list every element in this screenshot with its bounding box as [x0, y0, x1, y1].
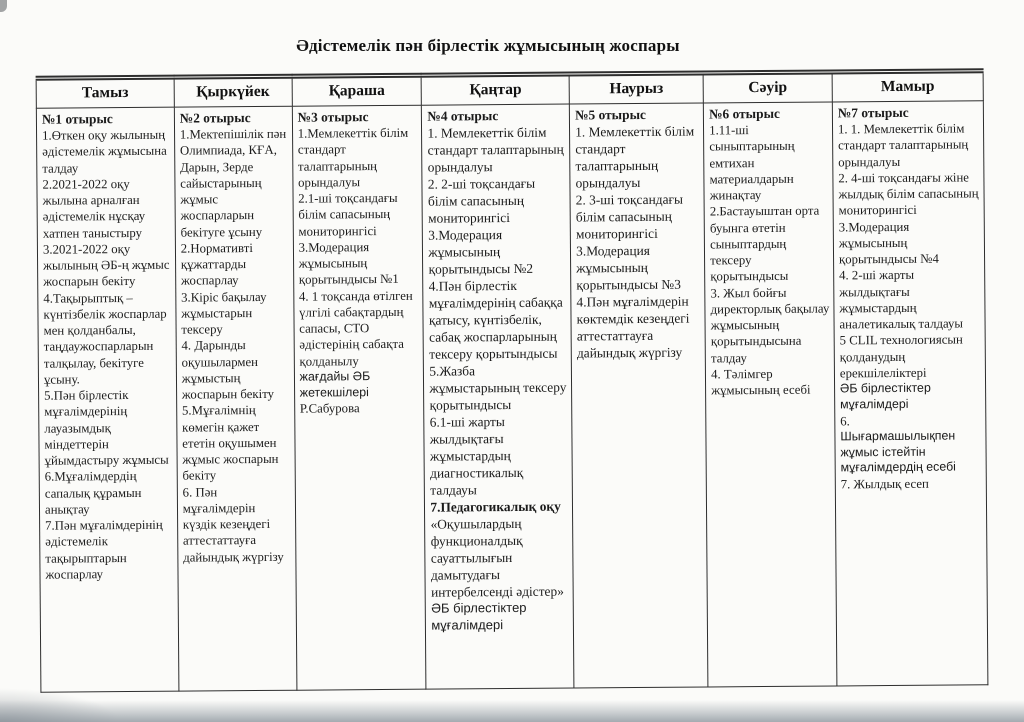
- page-title: Әдістемелік пән бірлестік жұмысының жоспары: [296, 36, 680, 55]
- cell-text: 7. Жылдық есеп: [840, 476, 929, 492]
- cell-text: ӘБ бірлестіктер мұғалімдері: [431, 600, 527, 633]
- session-title: №4 отырыс: [427, 108, 499, 124]
- cell-text: Шығармашылықпен жұмыс істейтін мұғалімдердің есебі: [840, 428, 956, 475]
- cell-text: 1.Өткен оқу жылының әдістемелік жұмысына талдау 2.2021-2022 оқу жылына арналған әдістемелік нұсқау хатпен таныстыру 3.2021-2022 оқу жылының ӘБ-ң жұмыс жоспарын бекіту 4.Тақырыптық – күнтізбелік жоспарлар мен қолданбалы, таңдаужоспарларын талқылау, бекітуге ұсыну. 5.Пән бірлестік мұғалімдерінің лауазымдық міндеттерін ұйымдастыру жұмысы 6.Мұғалімдердің сапалық құрамын анықтау 7.Пән мұғалімдерінің әдістемелік тақырыптарын жоспарлау: [42, 127, 170, 582]
- scan-artifact-bottom-left: [0, 688, 120, 722]
- cell-text: 6.: [840, 413, 850, 428]
- cell-text: 7.Педагогикалық оқу «Оқушылардың функционалдық сауаттылығын дамытудағы интербелсенді әдістер»: [430, 498, 564, 601]
- month-cell-1: [36, 107, 178, 692]
- session-title: №5 отырыс: [574, 106, 647, 123]
- session-title: №6 отырыс: [708, 105, 781, 122]
- session-title: №2 отырыс: [179, 110, 251, 126]
- cell-text: жағдайы ӘБ жетекшілері: [299, 368, 371, 400]
- cell-text: ӘБ бірлестіктер мұғалімдері: [839, 380, 931, 412]
- month-header-1: Тамыз: [36, 77, 174, 108]
- cell-text: 1. 1. Мемлекеттік білім стандарт талаптарының орындалуы 2. 4-ші тоқсандағы жіне жылдық білім сапасының мониторингісі 3.Модерация жұмысының қорытындысы №4 4. 2-ші жарты жылдықтағы жұмыстардың аналетикалық талдауы 5 CLIL технологиясын қолданудың ерекшілеліктері: [837, 121, 979, 381]
- scan-artifact-top-left: [0, 0, 7, 12]
- scan-artifact-bottom-edge: [0, 700, 1024, 722]
- month-header-7: Мамыр: [832, 71, 983, 102]
- month-cell-3: [292, 105, 426, 690]
- session-title: №1 отырыс: [41, 111, 113, 127]
- session-title: №3 отырыс: [297, 109, 369, 125]
- cell-text: Р.Сабурова: [299, 401, 360, 416]
- month-header-3: Қараша: [292, 75, 422, 106]
- month-header-4: Қаңтар: [422, 74, 570, 105]
- cell-text: 1. Мемлекеттік білім стандарт талаптарының орындалуы 2. 3-ші тоқсандағы білім сапасының мониторингісі 3.Модерация жұмысының қорытындысы №3 4.Пән мұғалімдерін көктемдік кезеңдегі аттестаттауға дайындық жүргізу: [575, 123, 695, 361]
- month-cell-7: [832, 101, 988, 686]
- month-header-6: Сәуір: [703, 72, 832, 103]
- cell-text: 1.11-ші сыныптарының емтихан материалдарын жинақтау 2.Бастауыштан орта буынга өтетін сыныптардың тексеру қорытындысы 3. Жыл бойғы директорлық бақылау жұмысының қорытындысына талдау 4. Тәлімгер жұмысының есебі: [709, 123, 830, 398]
- month-cell-6: [703, 102, 836, 687]
- cell-text: 1. Мемлекеттік білім стандарт талаптарының орындалуы 2. 2-ші тоқсандағы білім сапасының мониторингісі 3.Модерация жұмысының қорытындысы №2 4.Пән бірлестік мұғалімдерінің сабаққа қатысу, күнтізбелік, сабақ жоспарларының тексеру қорытындысы 5.Жазба жұмыстарының тексеру қорытындысы 6.1-ші жарты жылдықтағы жұмыстардың диагностикалық талдауы: [427, 124, 567, 498]
- month-cell-4: [422, 104, 574, 689]
- session-title: №7 отырыс: [837, 104, 909, 121]
- plan-body-row: [36, 101, 988, 692]
- plan-table: [36, 68, 989, 692]
- month-cell-5: [569, 103, 708, 688]
- month-header-5: Наурыз: [569, 73, 703, 104]
- month-cell-2: [174, 106, 296, 691]
- month-header-2: Қыркүйек: [174, 76, 292, 107]
- cell-text: 1.Мемлекеттік білім стандарт талаптарының орындалуы 2.1-ші тоқсандағы білім сапасының мониторингісі 3.Модерация жұмысының қорытындысы №1 4. 1 тоқсанда өтілген үлгілі сабақтардың сапасы, СТО әдістерінің сабақта қолданылу: [297, 125, 413, 369]
- cell-text: 1.Мектепішілік пән Олимпиада, КҒА, Дарын, Зерде сайыстарының жұмыс жоспарларын бекітуге ұсыну 2.Нормативті құжаттарды жоспарлау 3.Кіріс бақылау жұмыстарын тексеру 4. Дарынды оқушылармен жұмыстың жоспарын бекіту 5.Мұғалімнің көмегін қажет ететін оқушымен жұмыс жоспарын бекіту 6. Пән мұғалімдерін күздік кезеңдегі аттестаттауға дайындық жүргізу: [179, 126, 287, 565]
